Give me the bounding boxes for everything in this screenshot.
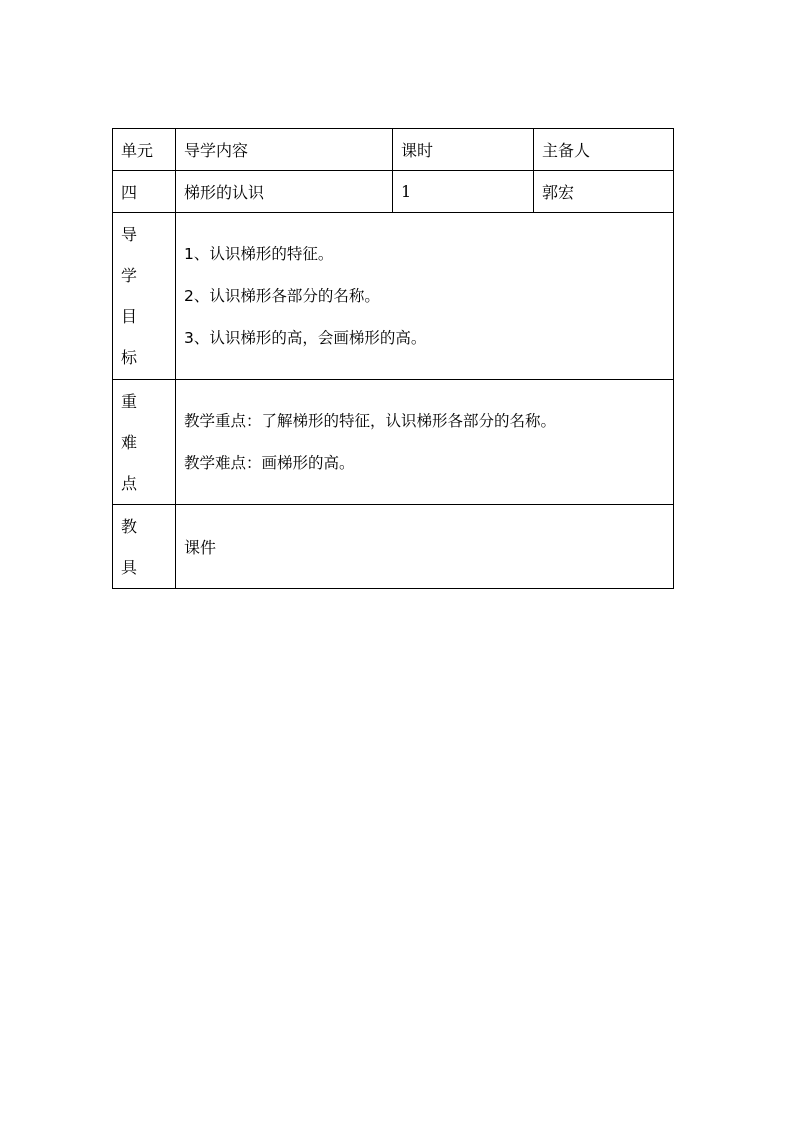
goal-item: 2、认识梯形各部分的名称。 — [184, 287, 380, 305]
goals-label-cell — [113, 213, 176, 380]
goals-label-char: 目 — [121, 307, 138, 326]
keys-label-char: 重 — [121, 391, 138, 411]
keys-row — [113, 380, 674, 505]
goals-row — [113, 213, 674, 380]
header-row — [113, 129, 674, 171]
author-value-cell: 郭宏 — [534, 171, 674, 213]
difficulty-item: 教学难点：画梯形的高。 — [184, 454, 355, 472]
content-value-cell: 梯形的认识 — [176, 171, 393, 213]
goals-list — [184, 233, 673, 359]
keys-label — [121, 381, 175, 504]
key-point-item: 教学重点：了解梯形的特征，认识梯形各部分的名称。 — [184, 412, 557, 430]
tools-label-char: 具 — [121, 557, 138, 577]
tools-content-cell: 课件 — [176, 505, 674, 589]
goals-label — [121, 214, 175, 378]
keys-label-cell — [113, 380, 176, 505]
period-value-cell: 1 — [393, 171, 534, 213]
unit-value-cell: 四 — [113, 171, 176, 213]
goal-item: 1、认识梯形的特征。 — [184, 245, 334, 263]
goal-item: 3、认识梯形的高，会画梯形的高。 — [184, 329, 427, 347]
tools-label — [121, 506, 175, 588]
tools-row — [113, 505, 674, 589]
keys-content-cell — [176, 380, 674, 505]
author-header-cell: 主备人 — [534, 129, 674, 171]
keys-label-char: 点 — [121, 473, 138, 493]
goals-label-char: 标 — [121, 348, 138, 367]
goals-content-cell — [176, 213, 674, 380]
info-row — [113, 171, 674, 213]
tools-label-char: 教 — [121, 516, 138, 536]
keys-list — [184, 400, 673, 484]
goals-label-char: 导 — [121, 225, 138, 244]
period-header-cell: 课时 — [393, 129, 534, 171]
tools-label-cell — [113, 505, 176, 589]
keys-label-char: 难 — [121, 432, 138, 452]
lesson-plan-table — [112, 128, 674, 589]
goals-label-char: 学 — [121, 266, 138, 285]
content-header-cell: 导学内容 — [176, 129, 393, 171]
unit-header-cell: 单元 — [113, 129, 176, 171]
